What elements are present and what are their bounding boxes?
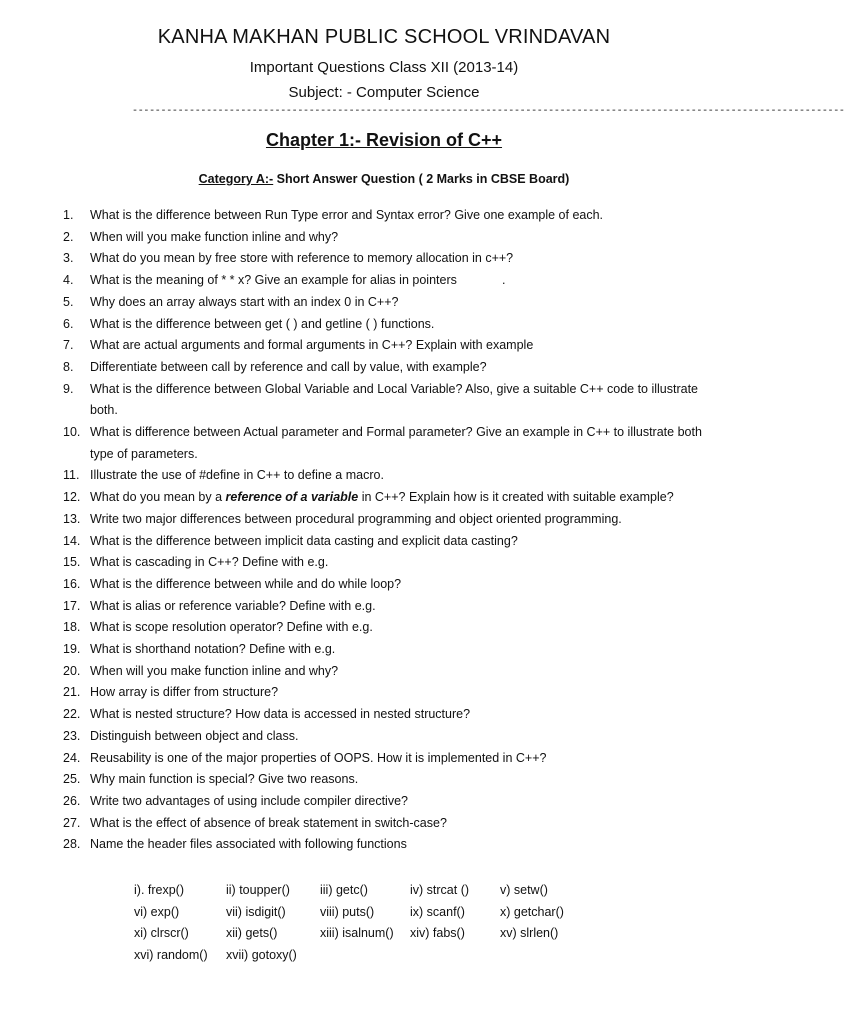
question-text: What do you mean by free store with reference to memory allocation in c++? [90,251,514,266]
question-item [63,834,713,856]
function-row [134,945,604,967]
chapter-heading [0,130,768,151]
question-number: 12. [63,490,81,505]
function-item: x) getchar() [500,904,564,919]
question-text: What is the difference between Run Type error and Syntax error? Give one example of each. [90,208,604,222]
question-number: 4. [63,273,74,288]
function-item: xiii) isalnum() [320,926,394,941]
question-text: What is scope resolution operator? Define with e.g. [90,620,373,635]
question-emphasis: reference of a variable [225,490,359,505]
question-text: Why main function is special? Give two reasons. [90,772,359,787]
function-item: ix) scanf() [410,904,465,919]
question-item [63,682,713,704]
question-text: What is the difference between Global Variable and Local Variable? Also, give a suitable C++ code to illustrate both. [90,381,699,418]
question-number: 15. [63,555,81,570]
function-item: iii) getc() [320,883,368,897]
question-number: 24. [63,750,81,765]
question-text: What is the difference between get ( ) and getline ( ) functions. [90,316,435,331]
question-number: 5. [63,294,74,309]
question-text: What is difference between Actual parameter and Formal parameter? Give an example in C++ to illustrate both type of parameters. [90,425,702,461]
question-item [63,769,713,791]
question-item [63,661,713,683]
question-number: 21. [63,685,81,700]
question-number: 3. [63,251,74,266]
question-item [63,227,713,249]
question-text: Distinguish between object and class. [90,728,299,743]
function-item: vi) exp() [134,904,180,919]
function-row [134,902,604,924]
question-number: 13. [63,511,81,526]
question-item [63,574,713,596]
question-text: When will you make function inline and why? [90,229,339,244]
function-item: i). frexp() [134,883,184,897]
question-item [63,335,713,357]
question-item [63,704,713,726]
question-number: 26. [63,793,81,808]
subject-line: Subject: - Computer Science [288,84,480,101]
question-number: 18. [63,620,81,635]
question-number: 25. [63,772,81,787]
function-item: xv) slrlen() [500,926,559,941]
school-name: KANHA MAKHAN PUBLIC SCHOOL VRINDAVAN [157,26,611,48]
question-item [63,248,713,270]
question-item [63,487,713,509]
exam-subtitle: Important Questions Class XII (2013-14) [249,59,519,76]
question-text: What is cascading in C++? Define with e.g. [90,555,329,570]
question-item [63,292,713,314]
question-number: 17. [63,598,81,613]
dashed-divider: ----------------------------------------------------------------------------------------------------------------------------- [132,106,845,117]
question-number: 16. [63,576,81,591]
question-item [63,270,713,292]
question-number: 20. [63,663,81,678]
function-item: xvi) random() [134,948,208,963]
question-text: What is the effect of absence of break statement in switch-case? [90,815,447,830]
question-number: 11. [63,468,80,483]
question-item [63,422,713,465]
question-text: Write two major differences between procedural programming and object oriented programming. [90,511,622,526]
question-text: What is alias or reference variable? Define with e.g. [90,598,376,613]
question-number: 6. [63,316,74,331]
question-text: Illustrate the use of #define in C++ to define a macro. [90,468,384,483]
question-item [63,552,713,574]
question-text-post: in C++? Explain how is it created with suitable example? [358,490,674,505]
category-text: Short Answer Question ( 2 Marks in CBSE Board) [273,172,570,186]
question-text: What is nested structure? How data is accessed in nested structure? [90,707,471,722]
question-item [63,205,713,227]
question-number: 10. [63,425,81,440]
function-item: xii) gets() [226,926,278,941]
question-text: Differentiate between call by reference and call by value, with example? [90,359,487,374]
question-list [63,205,713,856]
question-item [63,531,713,553]
question-text: What is the meaning of * * x? Give an example for alias in pointers . [90,273,506,288]
question-number: 14. [63,533,81,548]
question-item [63,314,713,336]
question-item [63,726,713,748]
question-number: 19. [63,642,81,657]
question-number: 27. [63,815,81,830]
question-item [63,813,713,835]
question-item [63,596,713,618]
question-text: Why does an array always start with an index 0 in C++? [90,294,399,309]
function-row [134,880,604,902]
question-item [63,639,713,661]
question-number: 2. [63,229,74,244]
question-item [63,465,713,487]
question-item [63,379,713,422]
question-number: 9. [63,381,74,396]
category-label: Category A:- [198,172,274,186]
function-item: xvii) gotoxy() [226,948,297,963]
function-item: xiv) fabs() [410,926,465,941]
question-item [63,509,713,531]
question-number: 7. [63,338,74,353]
question-item [63,791,713,813]
question-text: What is the difference between implicit data casting and explicit data casting? [90,533,518,548]
question-item [63,617,713,639]
question-text: What are actual arguments and formal arguments in C++? Explain with example [90,338,534,353]
question-number: 1. [63,208,74,222]
question-number: 8. [63,359,74,374]
question-text-pre: What do you mean by a [90,490,226,505]
question-text: Write two advantages of using include compiler directive? [90,793,408,808]
question-text: Reusability is one of the major properties of OOPS. How it is implemented in C++? [90,750,547,765]
question-item [63,357,713,379]
function-item: xi) clrscr() [134,926,189,941]
function-item: ii) toupper() [226,883,290,897]
function-row [134,923,604,945]
question-text: What is the difference between while and do while loop? [90,576,402,591]
question-number: 22. [63,707,81,722]
question-number: 23. [63,728,81,743]
function-list [134,880,604,967]
question-text: When will you make function inline and why? [90,663,339,678]
question-text: Name the header files associated with following functions [90,837,407,852]
question-number: 28. [63,837,81,852]
function-item: viii) puts() [320,904,375,919]
chapter-title: Chapter 1:- Revision of C++ [265,130,503,150]
question-item [63,748,713,770]
function-item: vii) isdigit() [226,904,286,919]
question-text: How array is differ from structure? [90,685,279,700]
function-item: v) setw() [500,883,548,897]
category-heading [0,172,768,186]
question-text: What is shorthand notation? Define with e.g. [90,642,336,657]
function-item: iv) strcat () [410,883,470,897]
